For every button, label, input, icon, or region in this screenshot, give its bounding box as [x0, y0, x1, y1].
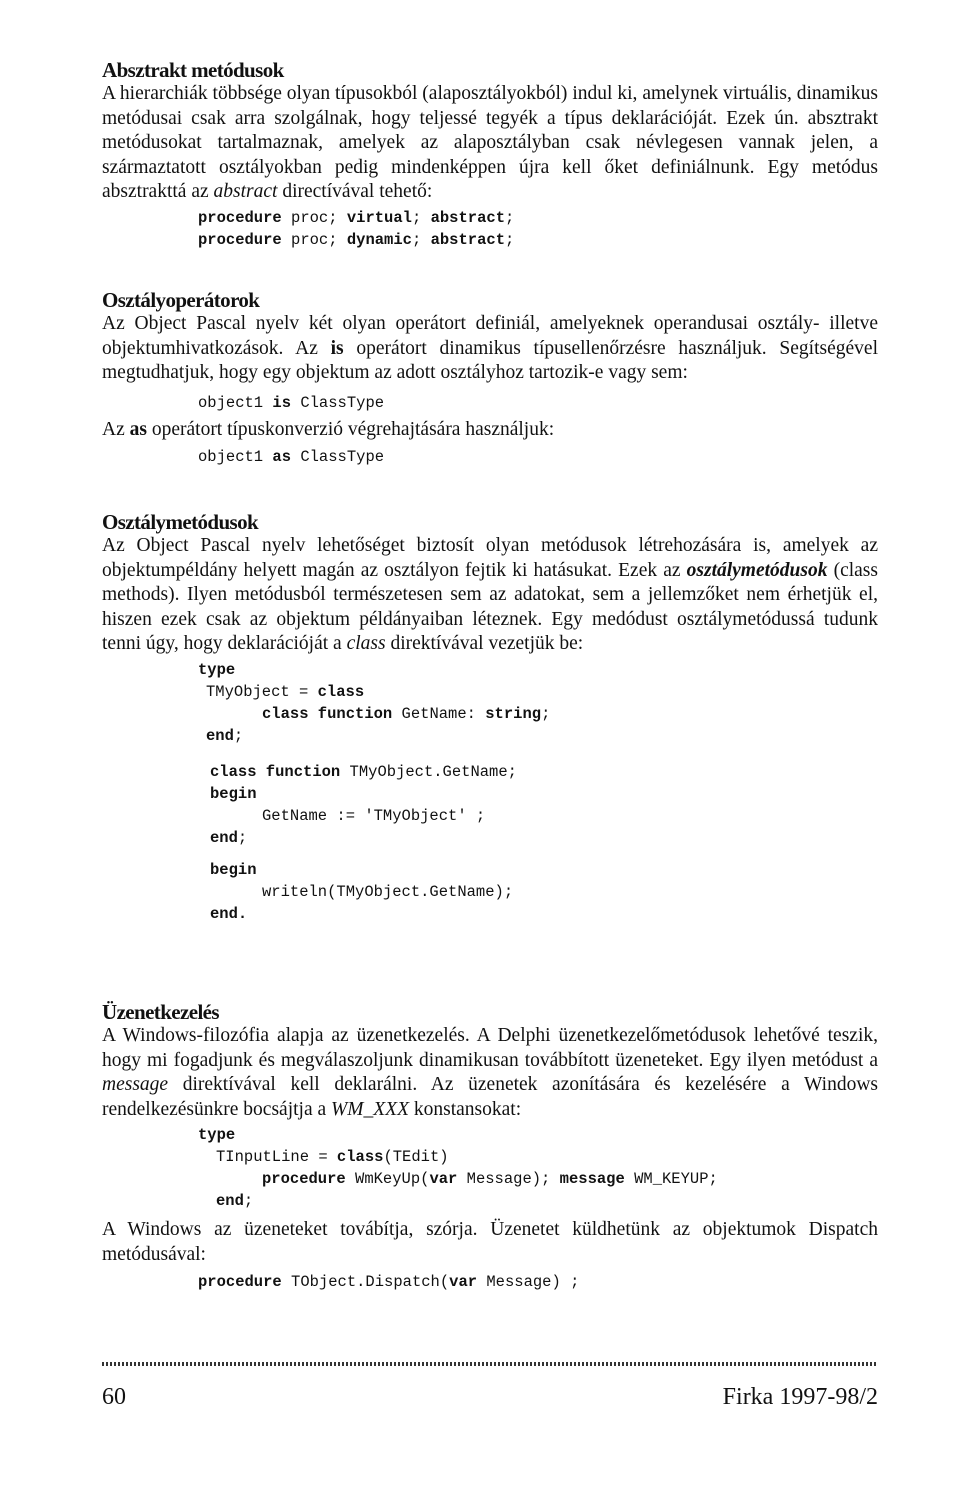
- paragraph-abstract: A hierarchiák többsége olyan típusokból (alaposztályokból) indul ki, amelynek virtuális, dinamikus metódusai csak arra szolgálnak, hogy teljessé tegyék a típus deklarációját. Ezek ún. absztrakt metódusokat tartalmaznak, amelyek az alaposztályban csak névlegesen vannak jelen, a származtatott osztályokban pedig mindenképpen újra kell őket definiálnunk. Egy metódus absztrakttá az abstract directívával tehető:: [102, 83, 878, 202]
- code-message-handler: type TInputLine = class(TEdit) procedure WmKeyUp(var Message); message WM_KEYUP; end;: [198, 1126, 718, 1210]
- paragraph-as-operator: Az as operátort típuskonverzió végrehajtására használjuk:: [102, 418, 555, 440]
- heading-message-handling: Üzenetkezelés: [102, 1000, 219, 1024]
- code-dispatch: procedure TObject.Dispatch(var Message) ;: [198, 1273, 580, 1291]
- heading-class-methods: Osztálymetódusok: [102, 510, 259, 534]
- section-class-operators: [102, 288, 878, 468]
- journal-issue: Firka 1997-98/2: [722, 1384, 878, 1410]
- code-abstract-dynamic: procedure proc; dynamic; abstract;: [198, 230, 515, 249]
- paragraph-messages: A Windows-filozófia alapja az üzenetkezelés. A Delphi üzenetkezelőmetódusok lehetővé teszik, hogy mi fogadjunk és megválaszoljunk dinamikusan továbbított üzeneteket. Egy ilyen metódust a message direktívával kell deklarálni. Az üzenetek azonítására és kezelésére a Windows rendelkezésünkre bocsájtja a WM_XXX konstansokat:: [102, 1025, 878, 1120]
- paragraph-class-methods: Az Object Pascal nyelv lehetőséget biztosít olyan metódusok létrehozására is, amelyek az objektumpéldány helyett magán az osztályon fejtik ki hatásukat. Ezek az osztálymetódusok (class methods). Ilyen metódusból természetesen sem az adatokat, sem a jellemzőket nem érhetjük el, hiszen ezek csak az objektum példányaiban léteznek. Egy medódust osztálymetódussá tudunk tenni úgy, hogy deklarációját a class direktívával vezetjük be:: [102, 535, 878, 654]
- section-message-handling: [102, 1000, 878, 1293]
- code-is-operator: object1 is ClassType: [198, 393, 385, 412]
- code-as-operator: object1 as ClassType: [198, 448, 385, 466]
- page-number: 60: [102, 1384, 126, 1410]
- section-class-methods: [102, 510, 878, 925]
- section-abstract-methods: [102, 58, 878, 251]
- paragraph-operators: Az Object Pascal nyelv két olyan operátort definiál, amelyeknek operandusai osztály- illetve objektumhivatkozások. Az is operátort dinamikus típusellenőrzésre használjuk. Segítségével megtudhatjuk, hogy egy objektum az adott osztályhoz tartozik-e vagy sem:: [102, 313, 878, 383]
- heading-class-operators: Osztályoperátorok: [102, 288, 260, 312]
- paragraph-dispatch: A Windows az üzeneteket továbítja, szórja. Üzenetet küldhetünk az objektumok Dispatch metódusával:: [102, 1219, 878, 1265]
- heading-abstract-methods: Absztrakt metódusok: [102, 58, 284, 82]
- code-class-methods: type TMyObject = class class function GetName: string; end; class function TMyObject.GetName; begin GetName := 'TMyObject' ; end; begin writeln(TMyObject.GetName); end.: [198, 660, 551, 923]
- footer-divider: [102, 1362, 878, 1366]
- code-abstract-virtual: procedure proc; virtual; abstract;: [198, 208, 515, 227]
